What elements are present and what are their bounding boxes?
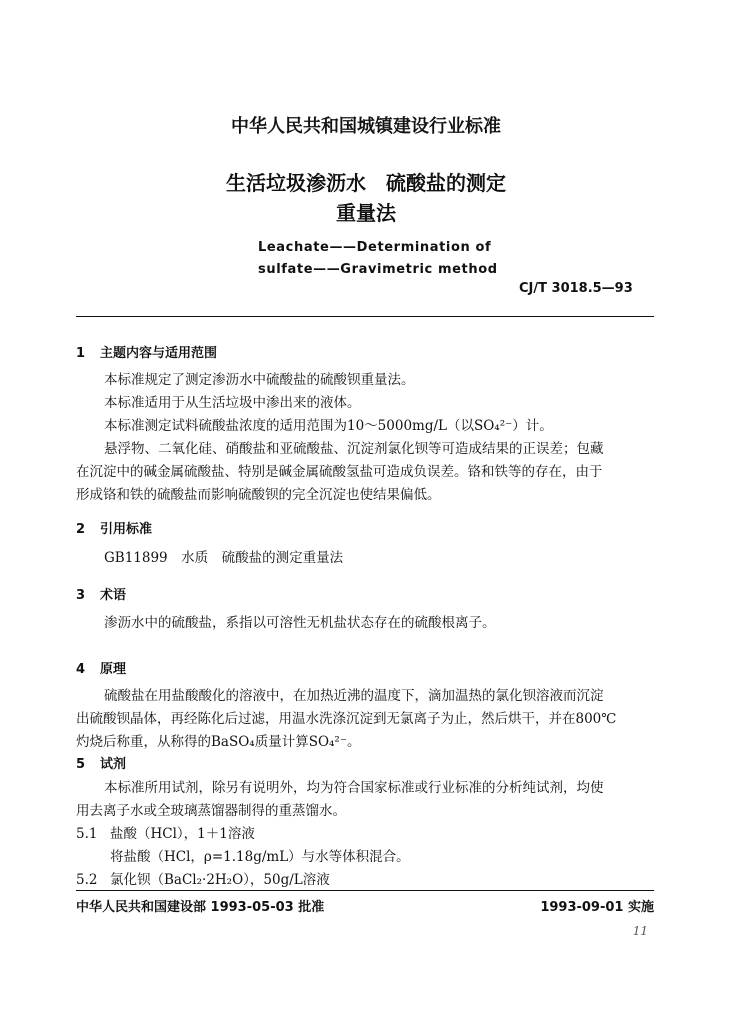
section-5-line-1: 本标准所用试剂，除另有说明外，均为符合国家标准或行业标准的分析纯试剂，均使: [104, 780, 604, 796]
section-1-heading: [76, 342, 217, 361]
subsection-5-2-heading: [76, 868, 330, 888]
english-title-line2: sulfate——Gravimetric method: [258, 262, 498, 277]
footer-effective-date: 1993-09-01 实施: [540, 900, 654, 915]
footer-divider: [76, 890, 654, 891]
header-divider: [76, 316, 654, 317]
section-5-title: 试剂: [100, 757, 127, 772]
section-4-number: 4: [76, 662, 86, 677]
subsection-5-1-title: 盐酸（HCl），1＋1溶液: [110, 826, 255, 842]
section-3-heading: [76, 584, 126, 603]
section-4-line-1: 硫酸盐在用盐酸酸化的溶液中，在加热近沸的温度下，滴加温热的氯化钡溶液而沉淀: [104, 688, 604, 704]
section-4-line-3: 灼烧后称重，从称得的BaSO₄质量计算SO₄²⁻。: [76, 734, 361, 750]
section-1-line-4: 悬浮物、二氧化硅、硝酸盐和亚硫酸盐、沉淀剂氯化钡等可造成结果的正误差；包藏: [104, 441, 604, 457]
section-5-line-2: 用去离子水或全玻璃蒸馏器制得的重蒸馏水。: [76, 803, 346, 819]
section-1-number: 1: [76, 346, 86, 361]
english-title-line1: Leachate——Determination of: [258, 240, 492, 255]
footer-issuer: 中华人民共和国建设部 1993-05-03 批准: [76, 900, 325, 915]
section-2-title: 引用标准: [100, 522, 153, 537]
section-1-line-6: 形成铬和铁的硫酸盐而影响硫酸钡的完全沉淀也使结果偏低。: [76, 487, 441, 503]
subsection-5-2-number: 5.2: [76, 872, 98, 888]
page-number: 11: [632, 924, 648, 938]
section-5-number: 5: [76, 757, 86, 772]
subsection-5-2-title: 氯化钡（BaCl₂·2H₂O），50g/L溶液: [110, 872, 330, 888]
org-standard-title: 中华人民共和国城镇建设行业标准: [231, 116, 501, 137]
document-title-line2: 重量法: [336, 201, 396, 225]
subsection-5-1-heading: [76, 822, 255, 842]
section-5-heading: [76, 753, 126, 772]
section-3-title: 术语: [100, 588, 127, 603]
section-1-line-3: 本标准测定试料硫酸盐浓度的适用范围为10～5000mg/L（以SO₄²⁻）计。: [104, 418, 553, 434]
section-4-line-2: 出硫酸钡晶体，再经陈化后过滤，用温水洗涤沉淀到无氯离子为止，然后烘干，并在800℃: [76, 711, 617, 727]
section-3-number: 3: [76, 588, 86, 603]
standard-code: CJ/T 3018.5—93: [519, 281, 633, 296]
subsection-5-1-number: 5.1: [76, 826, 98, 842]
document-title-line1: 生活垃圾渗沥水 硫酸盐的测定: [226, 171, 506, 195]
section-1-line-1: 本标准规定了测定渗沥水中硫酸盐的硫酸钡重量法。: [104, 372, 415, 388]
section-1-line-5: 在沉淀中的碱金属硫酸盐、特别是碱金属硫酸氢盐可造成负误差。铬和铁等的存在，由于: [76, 464, 603, 480]
subsection-5-1-line: 将盐酸（HCl，ρ=1.18g/mL）与水等体积混合。: [110, 849, 410, 865]
section-1-line-2: 本标准适用于从生活垃圾中渗出来的液体。: [104, 395, 361, 411]
section-4-heading: [76, 658, 126, 677]
section-1-title: 主题内容与适用范围: [100, 346, 218, 361]
section-2-number: 2: [76, 522, 86, 537]
section-2-line-1: GB11899 水质 硫酸盐的测定重量法: [104, 550, 344, 566]
section-3-line-1: 渗沥水中的硫酸盐，系指以可溶性无机盐状态存在的硫酸根离子。: [104, 615, 496, 631]
section-4-title: 原理: [100, 662, 127, 677]
section-2-heading: [76, 518, 152, 537]
